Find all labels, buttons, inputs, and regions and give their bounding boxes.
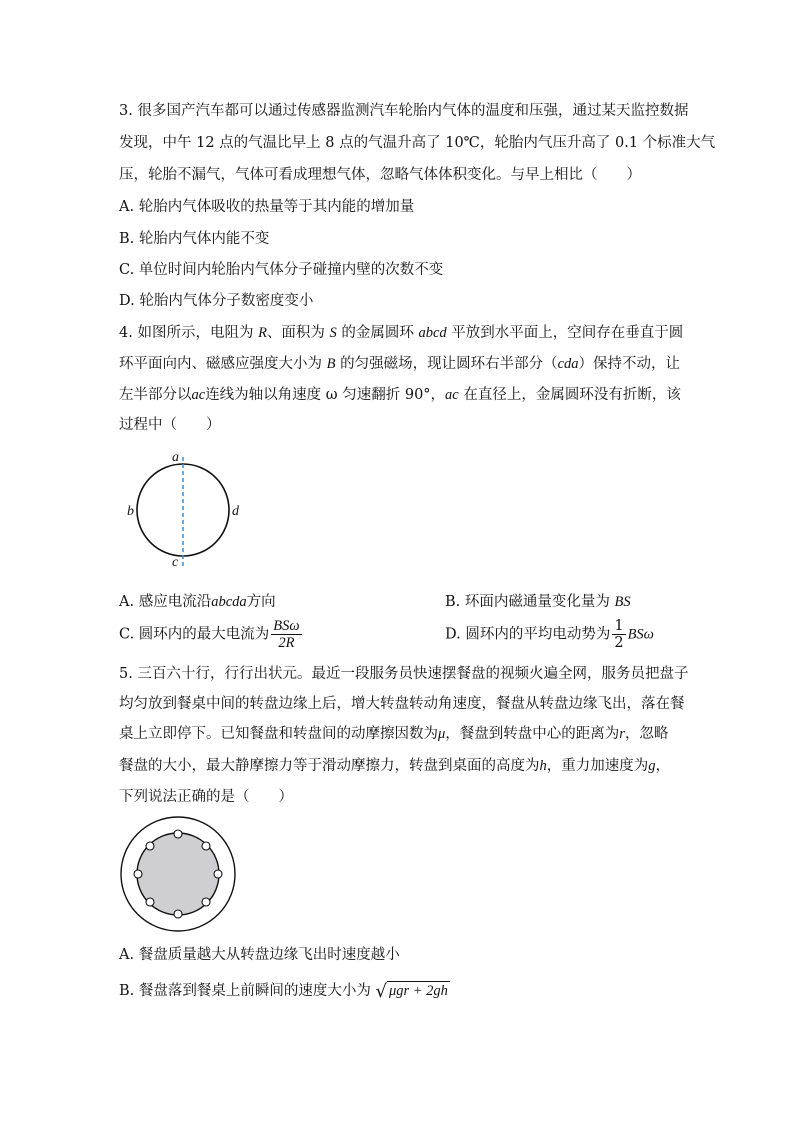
- q4-option-b: B. 环面内磁通量变化量为 BS: [445, 594, 631, 610]
- plate-3: [214, 870, 222, 878]
- q4-option-c: C. 圆环内的最大电流为 $\frac{\text{BSω}}{2R}$: [119, 618, 300, 651]
- q3-stem-line-2: 发现，中午 12 点的气温比早上 8 点的气温升高了 10℃，轮胎内气压升高了 0.1 个标准大气: [119, 135, 716, 151]
- plate-4: [202, 898, 210, 906]
- q3-option-c: C. 单位时间内轮胎内气体分子碰撞内壁的次数不变: [119, 262, 444, 278]
- plate-1: [174, 830, 182, 838]
- label-a: a: [172, 450, 179, 465]
- plate-5: [174, 910, 182, 918]
- label-b: b: [127, 504, 134, 519]
- q5-option-b: B. 餐盘落到餐桌上前瞬间的速度大小为 √ μgr + 2gh: [119, 981, 448, 1002]
- plate-2: [202, 842, 210, 850]
- max-current-fraction: $\frac{\text{BSω}}{2R}$: [273, 618, 300, 651]
- plate-7: [134, 870, 142, 878]
- q3-stem-line-3: 压，轮胎不漏气，气体可看成理想气体，忽略气体体积变化。与早上相比（ ）: [119, 167, 641, 183]
- q3-stem-line-1: 3. 很多国产汽车都可以通过传感器监测汽车轮胎内气体的温度和压强，通过某天监控数据: [119, 103, 689, 119]
- plate-6: [146, 898, 154, 906]
- q5-option-a: A. 餐盘质量越大从转盘边缘飞出时速度越小: [119, 947, 400, 963]
- half-fraction: $\frac{1}{2}$: [614, 618, 624, 651]
- ring-diagram: [118, 443, 248, 573]
- q3-option-b: B. 轮胎内气体内能不变: [119, 231, 270, 247]
- q3-option-a: A. 轮胎内气体吸收的热量等于其内能的增加量: [119, 199, 415, 215]
- q5-stem-line-1: 5. 三百六十行，行行出状元。最近一段服务员快速摆餐盘的视频火遍全网，服务员把盘子: [119, 666, 689, 682]
- q4-stem-line-2: 环平面向内、磁感应强度大小为 B 的匀强磁场，现让圆环右半部分（cda）保持不动，让: [119, 356, 681, 372]
- q4-stem-line-1: 4. 如图所示，电阻为 R、面积为 S 的金属圆环 abcd 平放到水平面上，空间存在垂直于圆: [119, 325, 684, 341]
- q4-option-a: A. 感应电流沿abcda方向: [119, 594, 276, 610]
- q5-stem-line-3: 桌上立即停下。已知餐盘和转盘间的动摩擦因数为μ，餐盘到转盘中心的距离为r，忽略: [119, 726, 669, 742]
- q4-stem-line-3: 左半部分以ac连线为轴以角速度 ω 匀速翻折 90°，ac 在直径上，金属圆环没有折断，该: [119, 387, 681, 403]
- turntable-diagram: [119, 815, 239, 935]
- q4-stem-line-4: 过程中（ ）: [119, 417, 221, 433]
- q5-stem-line-2: 均匀放到餐桌中间的转盘边缘上后，增大转盘转动角速度，餐盘从转盘边缘飞出，落在餐: [119, 696, 685, 712]
- q3-option-d: D. 轮胎内气体分子数密度变小: [119, 293, 314, 309]
- q4-option-d: D. 圆环内的平均电动势为 $\frac{1}{2}$ BSω: [445, 618, 654, 651]
- square-root-sign: √: [375, 981, 387, 1002]
- label-c: c: [172, 555, 179, 570]
- q5-stem-line-5: 下列说法正确的是（ ）: [119, 789, 293, 805]
- label-d: d: [232, 504, 239, 519]
- q5-stem-line-4: 餐盘的大小，最大静摩擦力等于滑动摩擦力，转盘到桌面的高度为h，重力加速度为g，: [119, 758, 670, 774]
- plate-8: [146, 842, 154, 850]
